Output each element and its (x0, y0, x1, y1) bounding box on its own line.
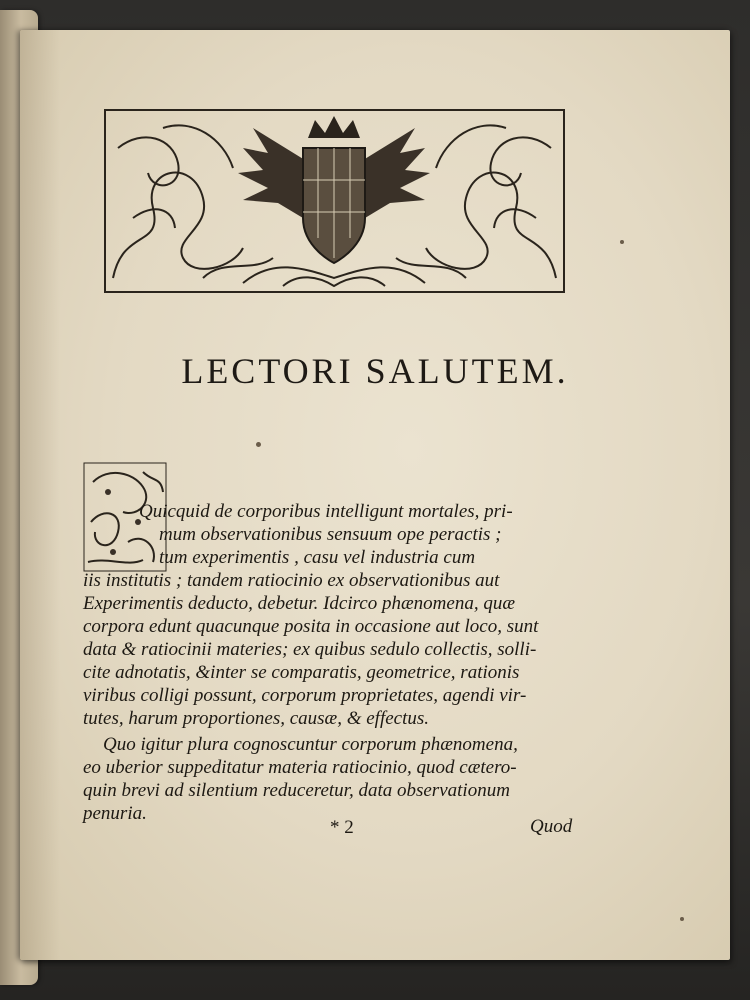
body-line: Quicquid de corporibus intelligunt mortales, pri- (139, 501, 513, 522)
body-line: tutes, harum proportiones, causæ, & effectus. (83, 708, 430, 729)
paper-speck (680, 917, 684, 921)
body-line: data & ratiocinii materies; ex quibus sedulo collectis, solli- (83, 639, 537, 660)
body-line: mum observationibus sensuum ope peractis ; (159, 524, 502, 545)
body-line: viribus colligi possunt, corporum proprietates, agendi vir- (83, 685, 527, 706)
body-line: penuria. (83, 803, 147, 824)
body-line: Experimentis deducto, debetur. Idcirco phænomena, quæ (83, 593, 515, 614)
page-heading: LECTORI SALUTEM. (181, 351, 569, 391)
catchword: Quod (530, 816, 573, 837)
body-line: eo uberior suppeditatur materia ratiocinio, quod cætero- (83, 757, 517, 778)
paper-speck (256, 442, 261, 447)
body-line: Quo igitur plura cognoscuntur corporum phænomena, (103, 734, 518, 755)
body-line: iis institutis ; tandem ratiocinio ex observationibus aut (83, 570, 500, 591)
body-line: tum experimentis , casu vel industria cum (159, 547, 476, 568)
paper-speck (620, 240, 624, 244)
body-line: quin brevi ad silentium reduceretur, data observationum (83, 780, 510, 801)
ornamental-headpiece (103, 108, 566, 294)
body-line: corpora edunt quacunque posita in occasione aut loco, sunt (83, 616, 539, 637)
book-page (20, 30, 730, 960)
body-line: cite adnotatis, &inter se comparatis, geometrice, rationis (83, 662, 520, 683)
signature-mark: * 2 (330, 817, 354, 838)
